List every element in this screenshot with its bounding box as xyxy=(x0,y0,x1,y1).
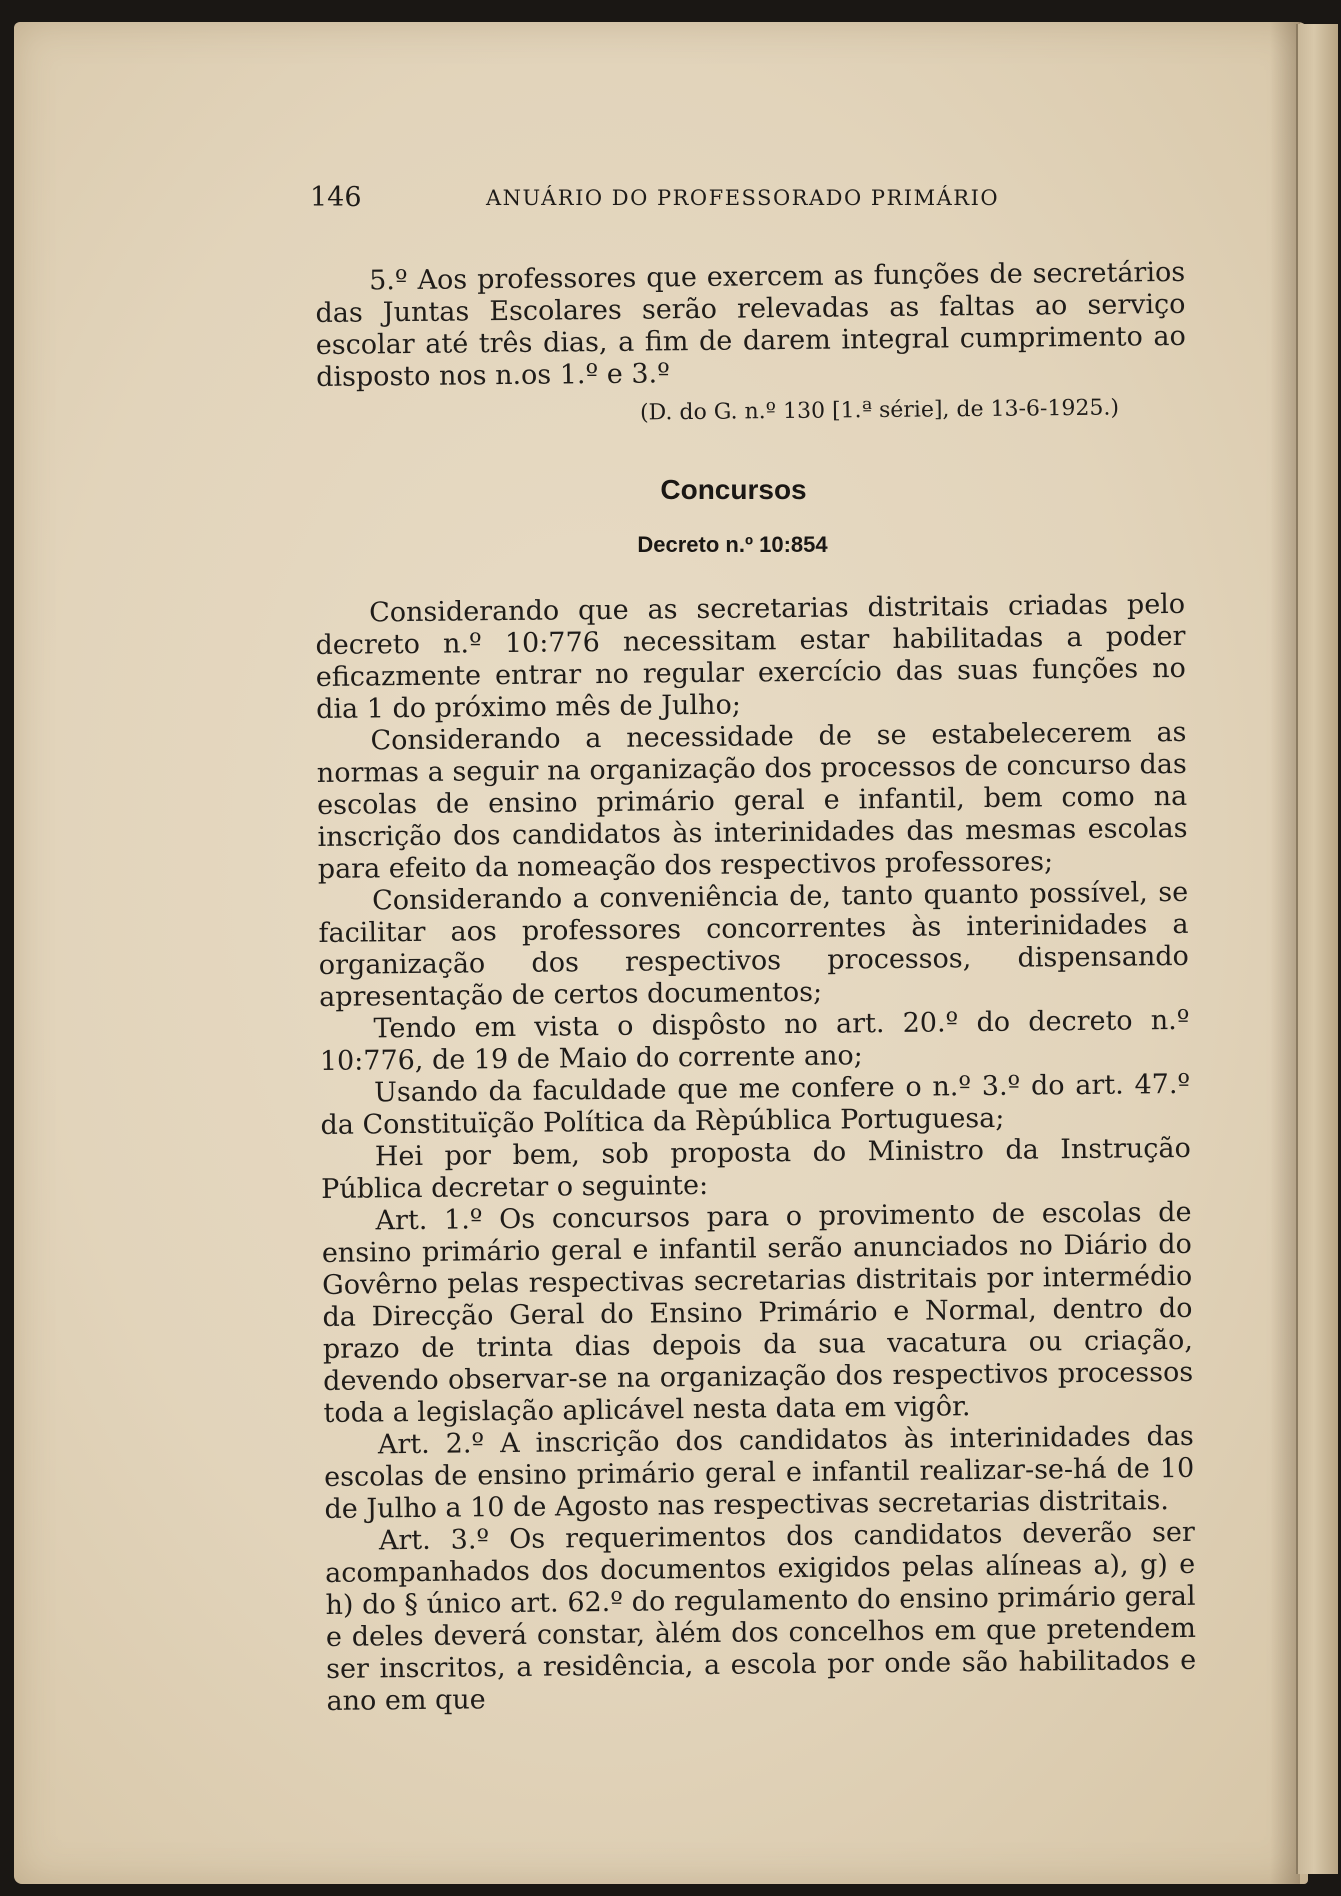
item-5-paragraph: 5.º Aos professores que exercem as funções de secretários das Juntas Escolares serão relevadas as faltas ao serviço escolar até três dias, a fim de darem integral cumprimento ao disposto nos n.os 1.º e 3.º xyxy=(315,256,1186,393)
paragraph: Usando da faculdade que me confere o n.º 3.º do art. 47.º da Constituïção Política da Rèpública Portuguesa; xyxy=(320,1068,1191,1141)
citation: (D. do G. n.º 130 [1.ª série], de 13-6-1925.) xyxy=(639,395,1120,426)
paragraph: Considerando a conveniência de, tanto quanto possível, se facilitar aos professores concorrentes às interinidades a organização dos respectivos processos, dispensando apresentação de certos documentos; xyxy=(318,876,1189,1013)
paragraph: Considerando que as secretarias distritais criadas pelo decreto n.º 10:776 necessitam estar habilitadas a poder eficazmente entrar no regular exercício das suas funções no dia 1 do próximo mês de Julho; xyxy=(315,588,1186,725)
decree-body xyxy=(315,589,1197,1718)
running-title: ANUÁRIO DO PROFESSORADO PRIMÁRIO xyxy=(486,186,1000,210)
section-title: Concursos xyxy=(660,474,807,505)
decree-title: Decreto n.º 10:854 xyxy=(637,532,828,557)
article-3: Art. 3.º Os requerimentos dos candidatos deverão ser acompanhados dos documentos exigidos pelas alíneas a), g) e h) do § único art. 62.º do regulamento do ensino primário geral e deles deverá constar, àlém dos concelhos em que pretendem ser inscritos, a residência, a escola por onde são habilitados e ano em que xyxy=(325,1516,1197,1717)
item-5-block xyxy=(315,257,1186,394)
paragraph: Tendo em vista o dispôsto no art. 20.º do decreto n.º 10:776, de 19 de Maio do corrente ano; xyxy=(319,1004,1190,1077)
next-page-edge xyxy=(1296,24,1338,1874)
page-header xyxy=(0,182,1341,222)
paragraph: Hei por bem, sob proposta do Ministro da Instrução Pública decretar o seguinte: xyxy=(321,1132,1191,1205)
page-number: 146 xyxy=(310,182,362,213)
article-1: Art. 1.º Os concursos para o provimento de escolas de ensino primário geral e infantil serão anunciados no Diário do Govêrno pelas respectivas secretarias distritais por intermédio da Direcção Geral do Ensino Primário e Normal, dentro do prazo de trinta dias depois da sua vacatura ou criação, devendo observar-se na organização dos respectivos processos toda a legislação aplicável nesta data em vigôr. xyxy=(321,1196,1194,1429)
article-2: Art. 2.º A inscrição dos candidatos às interinidades das escolas de ensino primário geral e infantil realizar-se-há de 10 de Julho a 10 de Agosto nas respectivas secretarias distritais. xyxy=(324,1420,1195,1525)
paragraph: Considerando a necessidade de se estabelecerem as normas a seguir na organização dos processos de concurso das escolas de ensino primário geral e infantil, bem como na inscrição dos candidatos às interinidades das mesmas escolas para efeito da nomeação dos respectivos professores; xyxy=(316,716,1188,885)
